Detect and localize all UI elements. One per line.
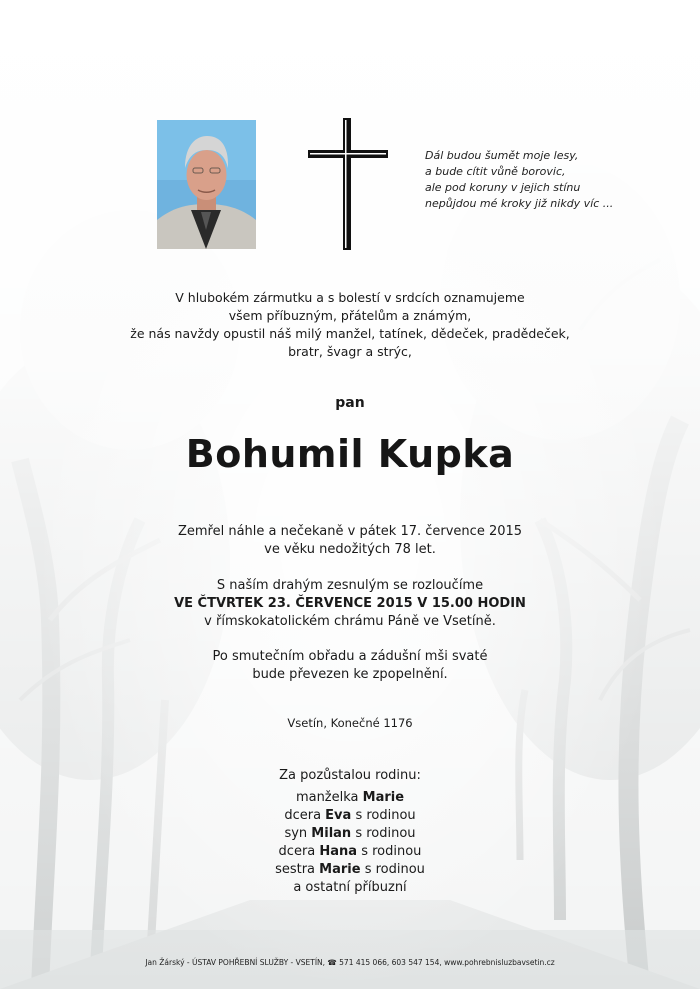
cremation-line: Po smutečním obřadu a zádušní mši svaté (212, 649, 488, 664)
family-member: manželka Marie (295, 790, 405, 805)
family-member: syn Milan s rodinou (284, 826, 416, 841)
family-member: sestra Marie s rodinou (275, 862, 425, 877)
family-member: a ostatní příbuzní (293, 880, 407, 895)
poem-line: Dál budou šumět moje lesy, (425, 149, 579, 162)
portrait-photo (157, 120, 256, 249)
family-member: dcera Eva s rodinou (284, 808, 416, 823)
cremation-line: bude převezen ke zpopelnění. (252, 667, 448, 682)
intro-line: všem příbuzným, přátelům a známým, (228, 308, 472, 323)
poem-line: ale pod koruny v jejich stínu (425, 181, 581, 194)
poem (425, 148, 665, 212)
poem-line: a bude cítit vůně borovic, (425, 165, 566, 178)
death-line: Zemřel náhle a nečekaně v pátek 17. července 2015 (177, 524, 523, 539)
family-list (0, 789, 700, 897)
poem-line: nepůjdou mé kroky již nikdy víc ... (425, 197, 614, 210)
deceased-name: Bohumil Kupka (185, 432, 515, 476)
funeral-info (0, 577, 700, 631)
death-info (0, 523, 700, 559)
funeral-place: v římskokatolickém chrámu Páně ve Vsetíně. (204, 614, 496, 629)
announcement-intro (0, 289, 700, 361)
address: Vsetín, Konečné 1176 (287, 716, 413, 730)
death-line: ve věku nedožitých 78 let. (264, 542, 436, 557)
funeral-service-footer: Jan Žárský - ÚSTAV POHŘEBNÍ SLUŽBY - VSETÍN, ☎ 571 415 066, 603 547 154, www.pohrebnisluzbavsetin.cz (145, 958, 555, 967)
cross-icon (308, 118, 388, 250)
family-heading: Za pozůstalou rodinu: (279, 768, 421, 783)
cremation-info (0, 648, 700, 684)
funeral-date: VE ČTVRTEK 23. ČERVENCE 2015 V 15.00 HODIN (174, 596, 526, 611)
title-word: pan (335, 395, 365, 411)
intro-line: že nás navždy opustil náš milý manžel, tatínek, dědeček, pradědeček, (130, 326, 570, 341)
intro-line: V hlubokém zármutku a s bolestí v srdcích oznamujeme (175, 290, 525, 305)
family-member: dcera Hana s rodinou (278, 844, 422, 859)
intro-line: bratr, švagr a strýc, (288, 344, 412, 359)
funeral-line: S naším drahým zesnulým se rozloučíme (216, 578, 484, 593)
